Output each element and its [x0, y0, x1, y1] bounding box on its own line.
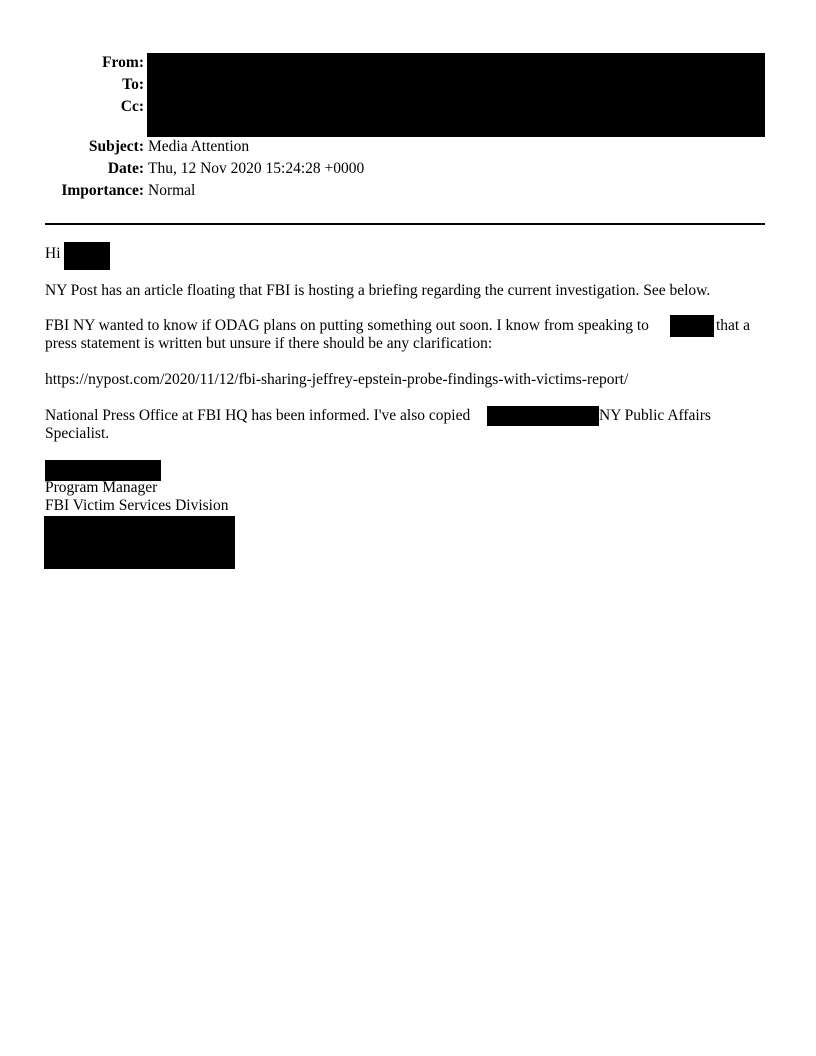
greeting-name-redaction [64, 242, 110, 270]
date-label: Date: [107, 160, 144, 177]
importance-value: Normal [148, 182, 196, 199]
subject-label: Subject: [88, 138, 144, 155]
paragraph-1: NY Post has an article floating that FBI is hosting a briefing regarding the current investigation. See below. [45, 282, 711, 299]
importance-label: Importance: [61, 182, 144, 199]
signature-name-redaction [45, 460, 161, 481]
date-value: Thu, 12 Nov 2020 15:24:28 +0000 [148, 160, 365, 177]
from-label: From: [102, 54, 144, 71]
signature-title: Program Manager [45, 479, 158, 496]
header-divider [45, 223, 765, 225]
paragraph-3-line-1: National Press Office at FBI HQ has been informed. I've also copied [45, 407, 471, 424]
paragraph-3-line-2: Specialist. [45, 425, 110, 442]
paragraph-2-redaction [670, 315, 714, 337]
paragraph-2-line-1: FBI NY wanted to know if ODAG plans on putting something out soon. I know from speaking to [45, 317, 649, 334]
greeting [45, 245, 61, 263]
subject-value: Media Attention [148, 138, 250, 155]
paragraph-2-line-2: press statement is written but unsure if there should be any clarification: [45, 335, 493, 352]
greeting-text: Hi [45, 245, 61, 262]
to-label: To: [122, 76, 144, 93]
header-redaction [147, 53, 765, 137]
paragraph-3-line-1-end: NY Public Affairs [599, 407, 711, 424]
cc-label: Cc: [120, 98, 144, 115]
article-link[interactable]: https://nypost.com/2020/11/12/fbi-sharing-jeffrey-epstein-probe-findings-with-victims-report/ [45, 371, 629, 388]
signature-division: FBI Victim Services Division [45, 497, 229, 514]
signature-contact-redaction [44, 516, 235, 569]
paragraph-2-line-1-end: that a [716, 317, 750, 334]
paragraph-3-redaction [487, 406, 599, 426]
